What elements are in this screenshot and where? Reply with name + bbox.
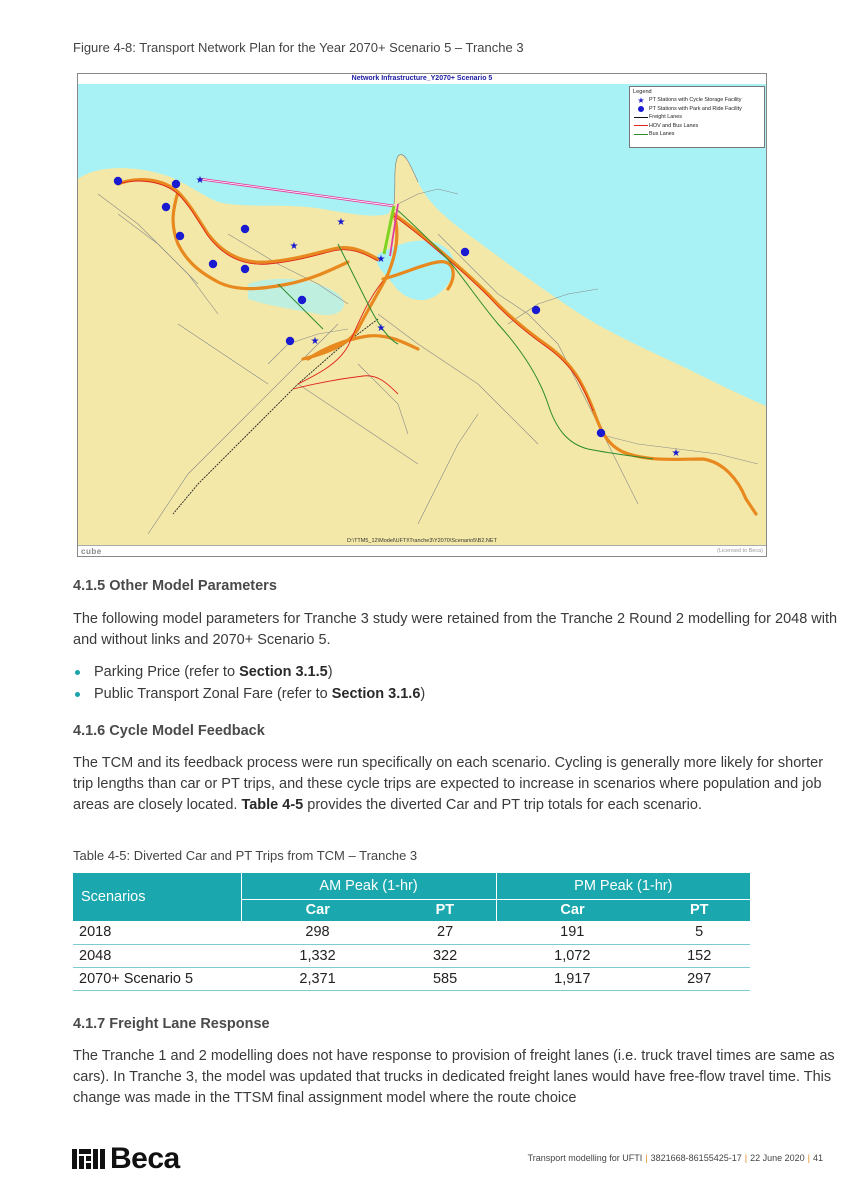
svg-text:★: ★ (376, 323, 386, 334)
cell-am-car: 2,371 (241, 967, 394, 990)
cell-pm-pt: 152 (648, 944, 750, 967)
beca-logo (72, 1144, 180, 1174)
table-reference: Table 4-5 (241, 797, 304, 813)
beca-logo-text: Beca (110, 1142, 180, 1175)
legend-item (633, 96, 761, 105)
cell-am-car: 298 (241, 921, 394, 944)
cell-am-car: 1,332 (241, 944, 394, 967)
doc-date: 22 June 2020 (750, 1153, 805, 1163)
svg-text:★: ★ (671, 448, 681, 459)
page-number: 41 (812, 1153, 823, 1163)
legend-item (633, 105, 761, 114)
bus-line-symbol (633, 134, 649, 135)
map-title: Network Infrastructure_Y2070+ Scenario 5 (351, 75, 493, 82)
bullet-item (75, 686, 425, 702)
network-map (77, 73, 767, 557)
cell-scenario: 2070+ Scenario 5 (73, 967, 241, 990)
legend-title: Legend (633, 89, 652, 95)
header-am-peak: AM Peak (1-hr) (241, 873, 496, 899)
diverted-trips-table (73, 873, 750, 991)
section-reference: Section 3.1.6 (331, 686, 421, 702)
doc-number: 3821668-86155425-17 (650, 1153, 742, 1163)
header-am-pt: PT (394, 899, 496, 921)
svg-text:★: ★ (289, 241, 299, 252)
beca-logo-mark-icon (72, 1147, 106, 1171)
paragraph-freight-response: The Tranche 1 and 2 modelling does not have response to provision of freight lanes (i.e. truck travel times are same as cars). In Tranche 3, the model was updated that trucks in dedicated freight lanes would have free-flow travel time. This change was made in the TTSM final assignment model where the route choice (73, 1048, 835, 1106)
table-row (73, 944, 750, 967)
doc-title: Transport modelling for UFTI (527, 1153, 643, 1163)
hov-line-symbol (633, 125, 649, 126)
cell-pm-pt: 5 (648, 921, 750, 944)
svg-text:★: ★ (376, 254, 386, 265)
license-text: (Licensed to Beca) (717, 548, 763, 554)
table-row (73, 921, 750, 944)
legend-label: PT Stations with Cycle Storage Facility (649, 97, 742, 104)
bullet-dot (75, 692, 80, 697)
map-footer (78, 545, 766, 556)
map-file-path: D:\TTM5_12\Model\UFTI\Tranche3\Y2070\Scenario5\B2.NET (347, 538, 497, 544)
legend-label: PT Stations with Park and Ride Facility (649, 105, 742, 112)
bullet-text: Parking Price (refer to Section 3.1.5) (94, 664, 333, 680)
separator: | (807, 1153, 810, 1163)
table-row (73, 967, 750, 990)
heading-4-1-5: 4.1.5 Other Model Parameters (73, 578, 277, 594)
legend-item (633, 113, 761, 122)
header-pm-car: Car (496, 899, 648, 921)
cell-am-pt: 27 (394, 921, 496, 944)
header-pm-pt: PT (648, 899, 750, 921)
cell-pm-car: 1,917 (496, 967, 648, 990)
paragraph-cycle-feedback: The TCM and its feedback process were run specifically on each scenario. Cycling is generally more likely for shorter trip lengths than car or PT trips, and these cycle trips are expected to increase in scenarios where population and job areas are closely located. Table 4-5 provides the diverted Car and PT trip totals for each scenario. (73, 755, 824, 813)
legend-item (633, 130, 761, 139)
cell-pm-car: 191 (496, 921, 648, 944)
header-scenarios: Scenarios (73, 873, 241, 921)
cell-am-pt: 585 (394, 967, 496, 990)
bullet-dot (75, 670, 80, 675)
map-canvas (78, 84, 766, 546)
paragraph-other-parameters: The following model parameters for Tranche 3 study were retained from the Tranche 2 Round 2 modelling for 2048 with and without links and 2070+ Scenario 5. (73, 611, 838, 648)
legend-label: HOV and Bus Lanes (649, 122, 699, 129)
separator: | (744, 1153, 748, 1163)
cube-logo: cube (81, 547, 102, 556)
star-icon: ★ (637, 95, 645, 105)
header-am-car: Car (241, 899, 394, 921)
page-footer (528, 1153, 823, 1163)
svg-text:★: ★ (310, 336, 320, 347)
bullet-item (75, 664, 333, 680)
cell-scenario: 2048 (73, 944, 241, 967)
table-caption: Table 4-5: Diverted Car and PT Trips from TCM – Tranche 3 (73, 848, 418, 863)
map-legend (629, 86, 765, 148)
heading-4-1-6: 4.1.6 Cycle Model Feedback (73, 723, 265, 739)
svg-text:★: ★ (195, 175, 205, 186)
cell-am-pt: 322 (394, 944, 496, 967)
bullet-text: Public Transport Zonal Fare (refer to Section 3.1.6) (94, 686, 426, 702)
heading-4-1-7: 4.1.7 Freight Lane Response (73, 1016, 270, 1032)
section-reference: Section 3.1.5 (239, 664, 328, 680)
circle-icon (633, 106, 649, 112)
cell-pm-car: 1,072 (496, 944, 648, 967)
cell-scenario: 2018 (73, 921, 241, 944)
legend-label: Freight Lanes (649, 114, 682, 121)
svg-text:★: ★ (336, 217, 346, 228)
separator: | (645, 1153, 648, 1163)
legend-item (633, 122, 761, 131)
figure-caption: Figure 4-8: Transport Network Plan for the Year 2070+ Scenario 5 – Tranche 3 (73, 40, 524, 55)
cell-pm-pt: 297 (648, 967, 750, 990)
header-pm-peak: PM Peak (1-hr) (496, 873, 750, 899)
freight-line-symbol (633, 117, 649, 118)
legend-label: Bus Lanes (649, 131, 675, 138)
